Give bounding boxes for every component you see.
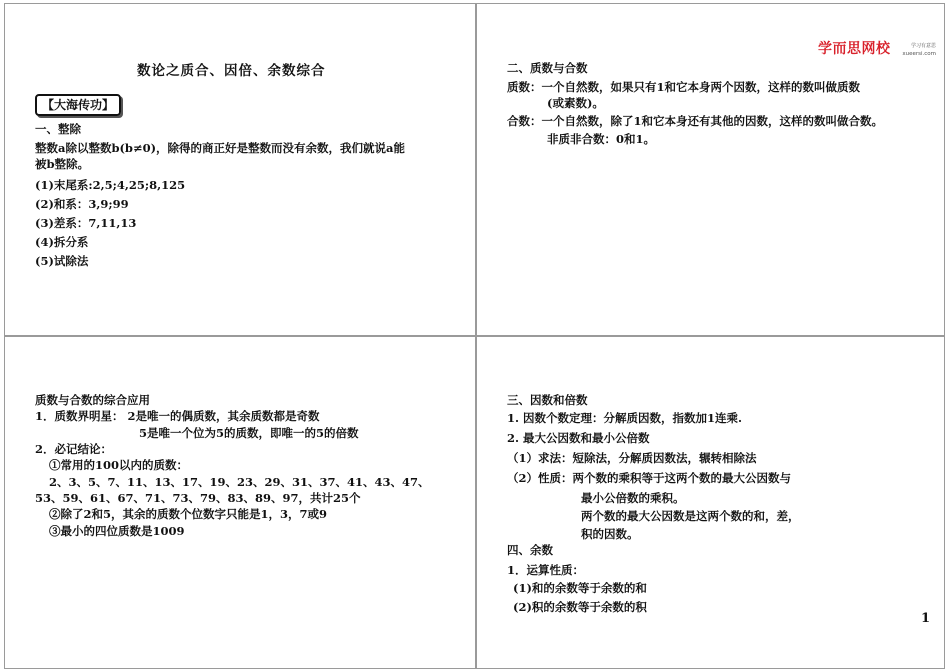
slide-heading: 质数与合数的综合应用 — [35, 393, 150, 407]
slide-panel-3 — [4, 336, 476, 669]
section-badge: 【大海传功】 — [35, 94, 121, 116]
item-1-line-1: 1．质数界明星： 2是唯一的偶质数，其余质数都是奇数 — [35, 409, 320, 423]
slide-title: 数论之质合、因倍、余数综合 — [137, 63, 326, 79]
gcd-lcm-property-line-4: 积的因数。 — [581, 527, 639, 541]
neither-definition: 非质非合数：0和1。 — [547, 132, 656, 146]
page-number: 1 — [920, 611, 930, 626]
slide-panel-2 — [476, 3, 945, 336]
slide-panel-1 — [4, 3, 476, 336]
section-heading: 三、因数和倍数 — [507, 393, 588, 407]
remainder-sum: (1)和的余数等于余数的和 — [513, 581, 647, 595]
item-1-line-2: 5是唯一个位为5的质数，即唯一的5的倍数 — [139, 426, 359, 440]
slide-panel-4 — [476, 336, 945, 669]
definition-line-2: 被b整除。 — [35, 157, 90, 171]
brand-logo — [818, 40, 936, 64]
sub-item-1: ①常用的100以内的质数： — [49, 458, 189, 472]
section-heading: 二、质数与合数 — [507, 61, 588, 75]
sub-item-2: ②除了2和5，其余的质数个位数字只能是1，3，7或9 — [49, 507, 328, 521]
list-item: (3)差系：7,11,13 — [35, 216, 137, 230]
gcd-lcm-property-line-3: 两个数的最大公因数是这两个数的和，差， — [581, 509, 800, 523]
section-heading: 四、余数 — [507, 543, 553, 557]
composite-definition: 合数：一个自然数，除了1和它本身还有其他的因数，这样的数叫做合数。 — [507, 114, 883, 128]
list-item: (2)和系：3,9;99 — [35, 197, 129, 211]
logo-url: xueersi.com — [902, 51, 936, 57]
primes-line-2: 53、59、61、67、71、73、79、83、89、97，共计25个 — [35, 491, 361, 505]
logo-text: 学而思网校 — [818, 41, 891, 57]
gcd-lcm-method: （1）求法：短除法，分解质因数法，辗转相除法 — [507, 451, 757, 465]
item-2: 2．必记结论： — [35, 442, 113, 456]
definition-line-1: 整数a除以整数b(b≠0)，除得的商正好是整数而没有余数，我们就说a能 — [35, 141, 406, 155]
logo-slogan: 学习有意思 — [910, 43, 936, 49]
prime-definition-line-2: (或素数)。 — [547, 96, 604, 110]
section-heading: 一、整除 — [35, 122, 81, 136]
list-item: (1)末尾系:2,5;4,25;8,125 — [35, 178, 186, 192]
primes-line-1: 2、3、5、7、11、13、17、19、23、29、31、37、41、43、47、 — [49, 475, 430, 489]
remainder-properties: 1．运算性质： — [507, 563, 585, 577]
list-item: (5)试除法 — [35, 254, 89, 268]
factor-count-theorem: 1. 因数个数定理：分解质因数，指数加1连乘. — [507, 411, 743, 425]
gcd-lcm-property-line-1: （2）性质：两个数的乘积等于这两个数的最大公因数与 — [507, 471, 791, 485]
gcd-lcm-property-line-2: 最小公倍数的乘积。 — [581, 491, 685, 505]
remainder-product: (2)积的余数等于余数的积 — [513, 600, 647, 614]
prime-definition-line-1: 质数：一个自然数，如果只有1和它本身两个因数，这样的数叫做质数 — [507, 80, 860, 94]
list-item: (4)拆分系 — [35, 235, 89, 249]
gcd-lcm-heading: 2. 最大公因数和最小公倍数 — [507, 431, 650, 445]
sub-item-3: ③最小的四位质数是1009 — [49, 524, 185, 538]
